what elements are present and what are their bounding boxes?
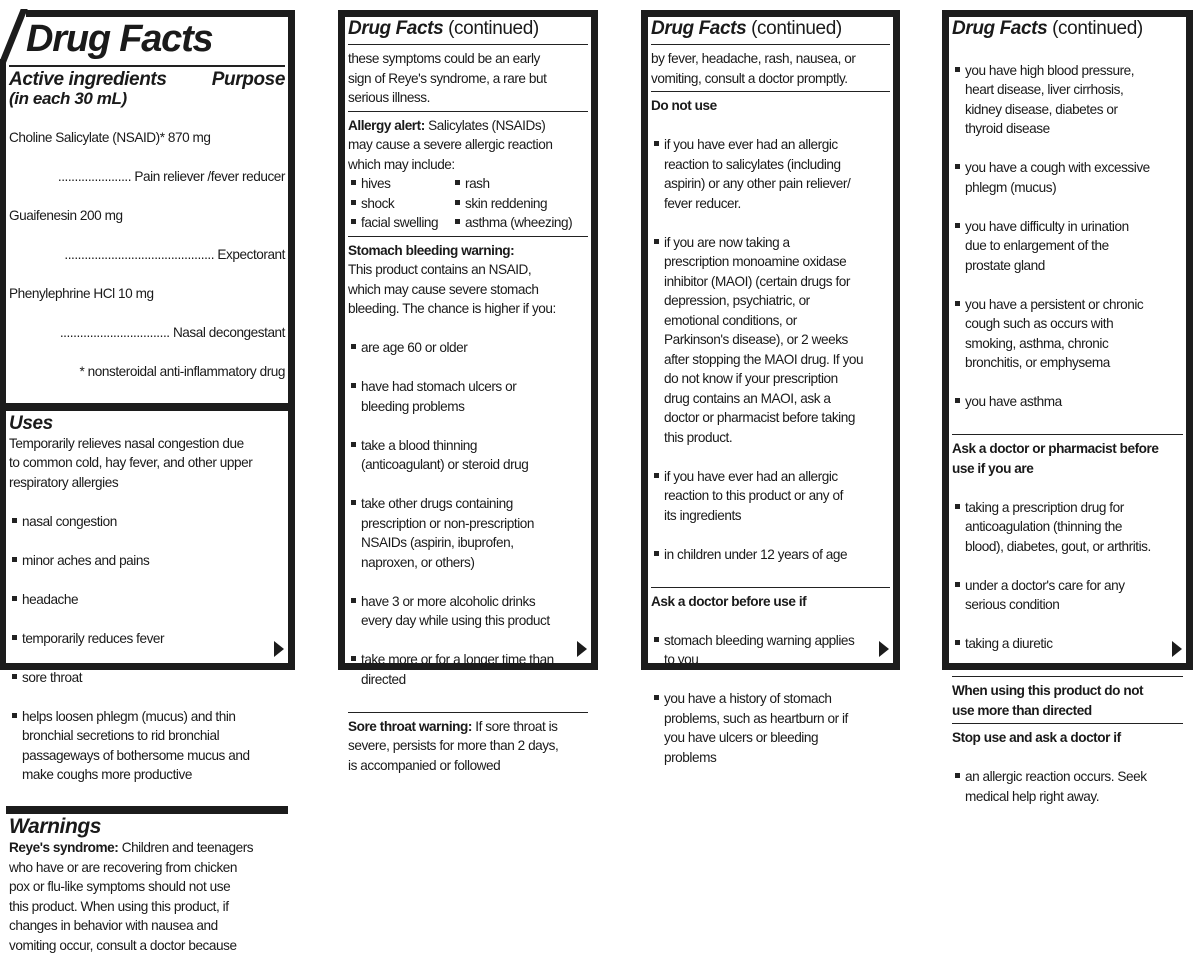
list-item: shock [348,194,452,214]
list-item: you have difficulty in urination due to enlargement of the prostate gland [952,217,1183,276]
continued-bold: Drug Facts [651,18,747,39]
continued-heading [348,17,588,41]
ask-doctor-heading: Ask a doctor before use if [651,593,807,609]
continued-heading [651,17,890,41]
continue-arrow-icon [1172,641,1182,657]
continue-arrow-icon [879,641,889,657]
ask-pharmacist-heading: Ask a doctor or pharmacist before use if you are [952,441,1159,476]
ingredient-name: Choline Salicylate (NSAID)* 870 mg [9,129,211,145]
ask-pharmacist-list [952,478,1183,673]
reye-text: Children and teenagers who have or are recovering from chicken pox or flu-like symptoms should not use this product. When using this product, if changes in behavior with nausea and vomiting occur, consult a doctor because [9,840,254,953]
continued-bold: Drug Facts [348,18,444,39]
ingredient-list [9,108,285,401]
list-item: helps loosen phlegm (mucus) and thin bronchial secretions to rid bronchial passageways of bothersome mucus and make coughs more productive [9,707,285,785]
continue-arrow-icon [274,641,284,657]
list-item: nasal congestion [9,512,285,532]
ingredient-purpose: ............................................. Expectorant [64,246,285,262]
list-item: sore throat [9,668,285,688]
list-item: temporarily reduces fever [9,629,285,649]
drug-facts-title: Drug Facts [26,18,213,60]
allergy-alert [348,116,588,175]
allergy-label: Allergy alert: [348,117,425,133]
list-item: under a doctor's care for any serious condition [952,576,1183,615]
list-item: you have high blood pressure, heart disease, liver cirrhosis, kidney disease, diabetes or thyroid disease [952,61,1183,139]
panel-2 [338,10,598,773]
list-item: if you have ever had an allergic reaction to this product or any of its ingredients [651,467,890,526]
ingredient-name: Guaifenesin 200 mg [9,207,123,223]
divider [651,91,890,92]
list-item: you have a history of stomach problems, such as heartburn or if you have ulcers or bleeding problems [651,689,890,767]
section-bar [6,806,288,814]
list-item: take other drugs containing prescription or non-prescription NSAIDs (aspirin, ibuprofen, naproxen, or others) [348,494,588,572]
ask-doctor-list-continued [952,41,1183,431]
do-not-use-heading: Do not use [651,98,717,113]
list-item: facial swelling [348,213,452,233]
continued-rest: (continued) [1047,18,1143,39]
uses-text: Temporarily relieves nasal congestion due to common cold, hay fever, and other upper respiratory allergies [9,435,253,490]
ask-doctor-list [651,611,890,787]
corner-slash-decoration [0,7,26,59]
stop-use-heading: Stop use and ask a doctor if [952,730,1121,745]
divider [651,44,890,45]
allergy-list [348,174,588,233]
sore-throat-warning [348,717,588,776]
list-item: headache [9,590,285,610]
list-item: hives [348,174,452,194]
warnings-heading: Warnings [9,815,102,838]
allergy-text: Salicylates (NSAIDs) may cause a severe allergic reaction which may include: [348,117,553,172]
active-ingredients-header [9,69,285,90]
divider [348,111,588,112]
list-item: you have a cough with excessive phlegm (mucus) [952,158,1183,197]
do-not-use-list [651,116,890,584]
uses-heading: Uses [9,412,53,434]
list-item: are age 60 or older [348,338,588,358]
ingredient-purpose: ...................... Pain reliever /fever reducer [57,168,285,184]
reye-label: Reye's syndrome: [9,840,119,855]
list-item: taking a prescription drug for anticoagulation (thinning the blood), diabetes, gout, or arthritis. [952,498,1183,557]
sore-throat-text: If sore throat is severe, persists for more than 2 days, is accompanied or followed [348,718,559,773]
panel-3 [641,10,900,765]
divider [952,676,1183,677]
divider [9,65,285,67]
list-item: minor aches and pains [9,551,285,571]
continue-arrow-icon [577,641,587,657]
list-item: an allergic reaction occurs. Seek medical help right away. [952,767,1183,806]
list-item: skin reddening [452,194,588,214]
sore-throat-continued-text: by fever, headache, rash, nausea, or vomiting, consult a doctor promptly. [651,51,856,86]
uses-list [9,492,285,804]
reye-continued-text: these symptoms could be an early sign of Reye's syndrome, a rare but serious illness. [348,51,547,105]
divider [348,712,588,713]
stomach-warning-text: This product contains an NSAID, which may cause severe stomach bleeding. The chance is higher if you: [348,262,556,316]
list-item: if you are now taking a prescription monoamine oxidase inhibitor (MAOI) (certain drugs for depression, psychiatric, or emotional conditions, or Parkinson's disease), or 2 weeks after stopping the MAOI drug. If you do not know if your prescription drug contains an MAOI, ask a doctor or pharmacist before taking this product. [651,233,890,448]
continued-rest: (continued) [746,18,842,39]
sore-throat-label: Sore throat warning: [348,718,472,734]
continued-rest: (continued) [443,18,539,39]
reye-warning [9,838,285,955]
list-item: take a blood thinning (anticoagulant) or steroid drug [348,436,588,475]
ingredient-name: Phenylephrine HCl 10 mg [9,285,154,301]
active-ingredients-subheading: (in each 30 mL) [9,89,127,108]
purpose-heading: Purpose [211,69,285,90]
stomach-warning-heading: Stomach bleeding warning: [348,242,515,258]
list-item: if you have ever had an allergic reaction to salicylates (including aspirin) or any other pain reliever/ fever reducer. [651,135,890,213]
list-item: in children under 12 years of age [651,545,890,565]
list-item: you have asthma [952,392,1183,412]
divider [348,236,588,237]
divider [651,587,890,588]
stop-use-list [952,748,1183,826]
divider [952,434,1183,435]
continued-heading [952,17,1183,41]
ingredient-purpose: ................................. Nasal decongestant [59,324,285,340]
list-item: take more or for a longer time than directed [348,650,588,689]
list-item: asthma (wheezing) [452,213,588,233]
list-item: have had stomach ulcers or bleeding problems [348,377,588,416]
continued-bold: Drug Facts [952,18,1048,39]
list-item: stomach bleeding warning applies to you [651,631,890,670]
panel-4 [942,10,1193,804]
active-ingredients-heading: Active ingredients [9,69,167,90]
section-bar [6,403,288,411]
divider [348,44,588,45]
panel-1 [0,10,295,953]
list-item: have 3 or more alcoholic drinks every day while using this product [348,592,588,631]
stomach-list [348,319,588,709]
list-item: rash [452,174,588,194]
when-using-heading: When using this product do not use more than directed [952,683,1144,718]
list-item: you have a persistent or chronic cough such as occurs with smoking, asthma, chronic bronchitis, or emphysema [952,295,1183,373]
divider [952,723,1183,724]
list-item: taking a diuretic [952,634,1183,654]
nsaid-footnote: * nonsteroidal anti-inflammatory drug [79,363,285,379]
